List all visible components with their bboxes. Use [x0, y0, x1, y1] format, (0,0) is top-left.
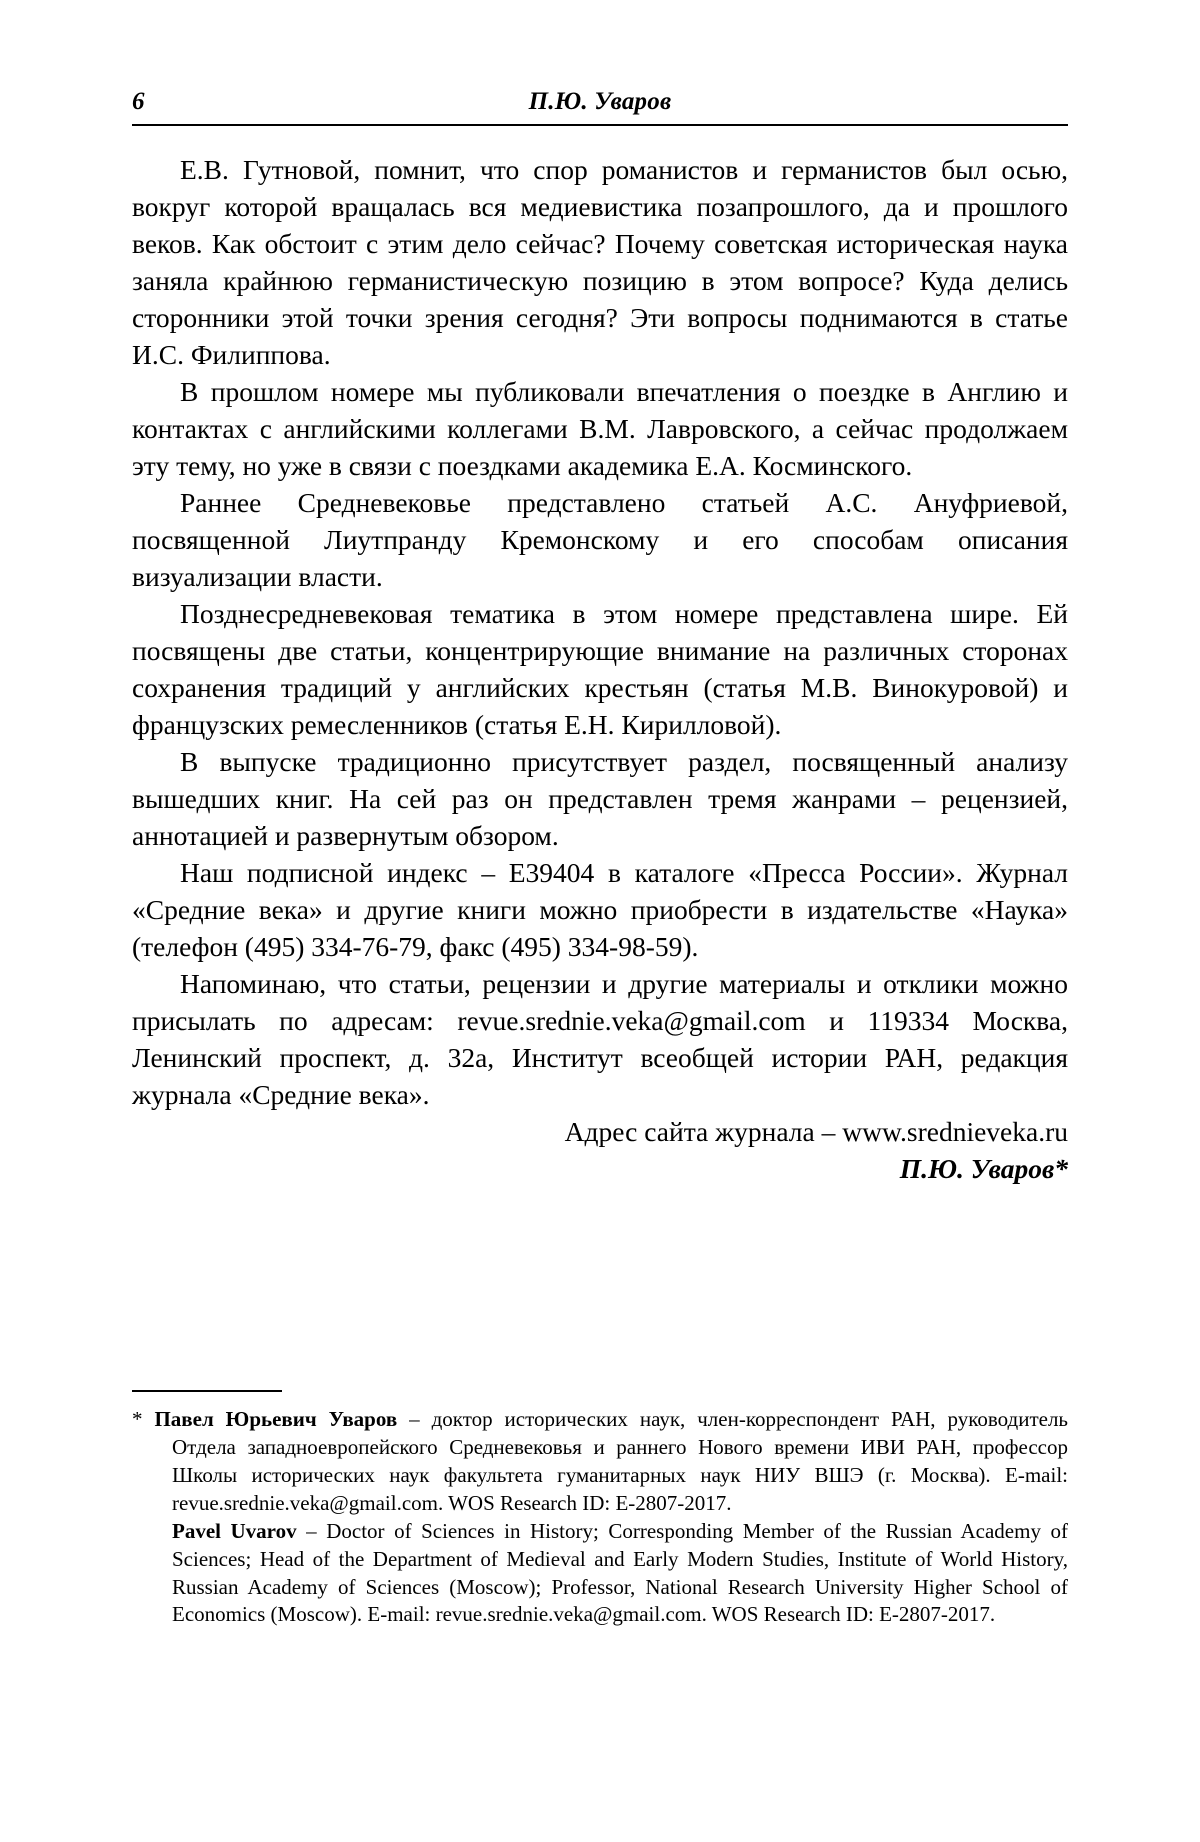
- footnote-en-text: – Doctor of Sciences in History; Corresponding Member of the Russian Academy of Sciences; Head of the Department of Medieval and Early Modern Studies, Institute of World History, Russian Academy of Sciences (Moscow); Professor, National Research University Higher School of Economics (Moscow). E-mail: revue.srednie.veka@gmail.com. WOS Research ID: E-2807-2017.: [172, 1518, 1068, 1627]
- footnote-divider: [132, 1390, 282, 1392]
- header-divider: [132, 124, 1068, 126]
- paragraph: Е.В. Гутновой, помнит, что спор романистов и германистов был осью, вокруг которой вращалась вся медиевистика позапрошлого, да и прошлого веков. Как обстоит с этим дело сейчас? Почему советская историческая наука заняла крайнюю германистическую позицию в этом вопросе? Куда делись сторонники этой точки зрения сегодня? Эти вопросы поднимаются в статье И.С. Филиппова.: [132, 154, 1068, 370]
- paragraph: В выпуске традиционно присутствует раздел, посвященный анализу вышедших книг. На сей раз он представлен тремя жанрами – рецензией, аннотацией и развернутым обзором.: [132, 745, 1068, 851]
- paragraph: В прошлом номере мы публиковали впечатления о поездке в Англию и контактах с английскими коллегами В.М. Лавровского, а сейчас продолжаем эту тему, но уже в связи с поездками академика Е.А. Косминского.: [132, 375, 1068, 481]
- page-number: 6: [132, 88, 145, 115]
- footnote-ru-name: Павел Юрьевич Уваров: [154, 1407, 398, 1431]
- footnote-en-name: Pavel Uvarov: [172, 1518, 297, 1543]
- article-body: [132, 152, 1068, 1188]
- footnote-ru: [132, 1406, 1068, 1518]
- footnote-block: [132, 1406, 1068, 1629]
- paragraph: Позднесредневековая тематика в этом номере представлена шире. Ей посвящены две статьи, концентрирующие внимание на различных сторонах сохранения традиций у английских крестьян (статья М.В. Винокуровой) и французских ремесленников (статья Е.Н. Кирилловой).: [132, 597, 1068, 740]
- journal-website-line: Адрес сайта журнала – www.srednieveka.ru: [564, 1115, 1068, 1147]
- running-head: [132, 88, 1068, 116]
- page-content: [132, 88, 1068, 1188]
- paragraph: Наш подписной индекс – Е39404 в каталоге «Пресса России». Журнал «Средние века» и другие книги можно приобрести в издательстве «Наука» (телефон (495) 334-76-79, факс (495) 334-98-59).: [132, 856, 1068, 962]
- paragraph: Раннее Средневековье представлено статьей А.С. Ануфриевой, посвященной Лиутпранду Кремонскому и его способам описания визуализации власти.: [132, 486, 1068, 592]
- author-signature: П.Ю. Уваров*: [899, 1152, 1068, 1184]
- footnote-ru-text: – доктор исторических наук, член-корреспондент РАН, руководитель Отдела западноевропейского Средневековья и раннего Нового времени ИВИ РАН, профессор Школы исторических наук факультета гуманитарных наук НИУ ВШЭ (г. Москва). E-mail: revue.srednie.veka@gmail.com. WOS Research ID: E-2807-2017.: [172, 1407, 1068, 1515]
- footnote-area: [132, 1390, 1068, 1629]
- footnote-marker: *: [132, 1407, 143, 1431]
- paragraph: Напоминаю, что статьи, рецензии и другие материалы и отклики можно присылать по адресам: revue.srednie.veka@gmail.com и 119334 Москва, Ленинский проспект, д. 32а, Институт всеобщей истории РАН, редакция журнала «Средние века».: [132, 967, 1068, 1110]
- footnote-en: [132, 1518, 1068, 1630]
- running-head-title: П.Ю. Уваров: [528, 88, 672, 115]
